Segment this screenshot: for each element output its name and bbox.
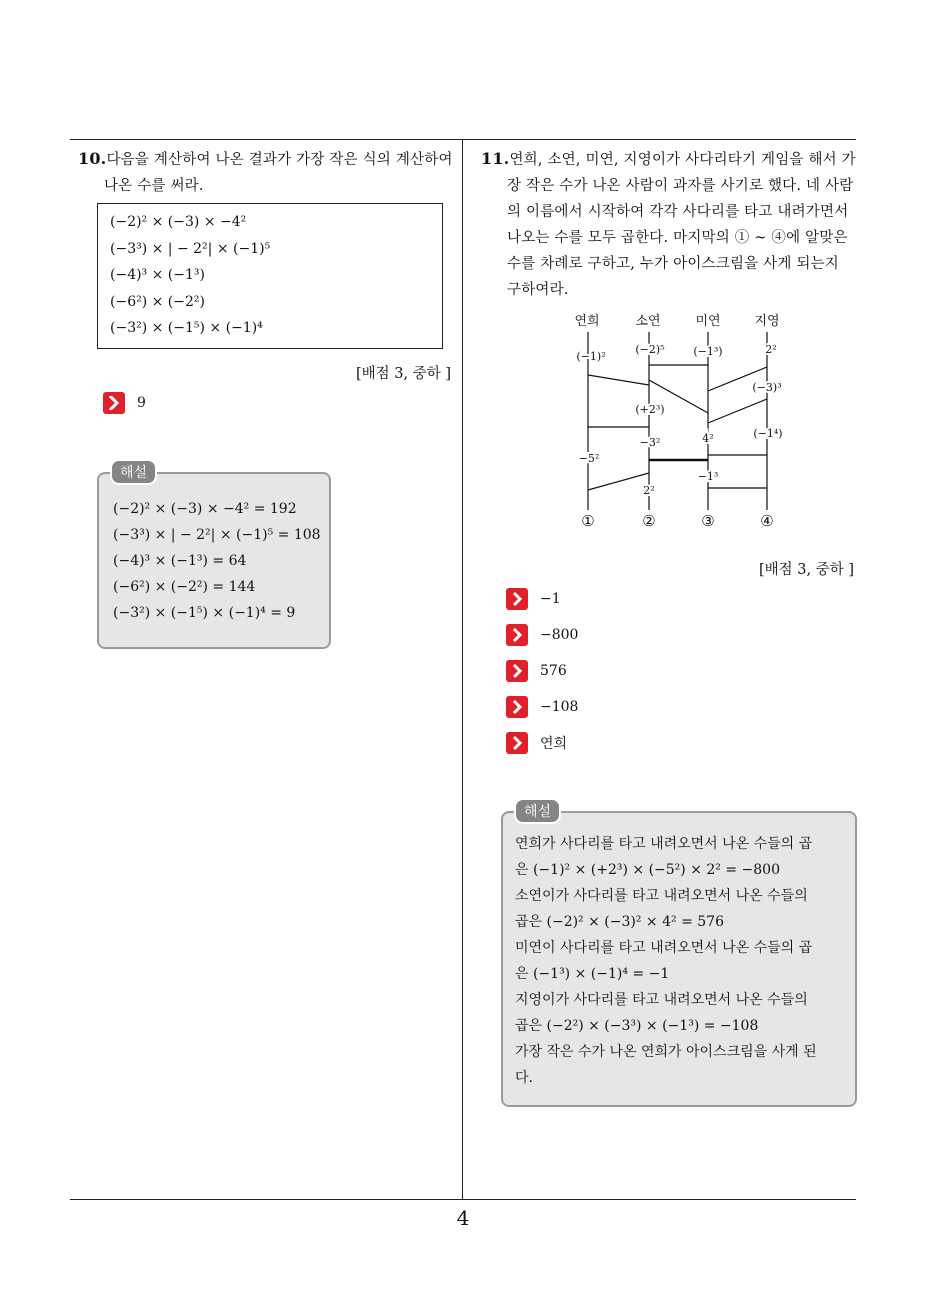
answer-text: −108 (540, 699, 579, 715)
ladder-value: (−1³) (693, 345, 723, 358)
chevron-right-icon (103, 392, 125, 414)
question-text-line: 장 작은 수가 나온 사람이 과자를 사기로 했다. 네 사람 (507, 178, 854, 194)
answer-item (506, 660, 567, 682)
explanation-box (501, 811, 857, 1107)
answer-item (506, 588, 561, 610)
ladder-value: −3² (639, 436, 661, 449)
ladder-name: 미연 (695, 314, 721, 329)
question-text-line: 구하여라. (507, 282, 569, 298)
explanation-line: (−3²) × (−1⁵) × (−1)⁴ = 9 (113, 605, 296, 621)
expression: (−4)³ × (−1³) (110, 267, 205, 283)
question-text-line: 의 이름에서 시작하여 각각 사다리를 타고 내려가면서 (507, 204, 849, 220)
ladder-diagram (570, 305, 800, 535)
question-text-line: 다음을 계산하여 나온 결과가 가장 작은 식의 계산하여 (106, 152, 453, 168)
question-11 (481, 146, 861, 303)
explanation-line: (−4)³ × (−1³) = 64 (113, 553, 247, 569)
explanation-line: 지영이가 사다리를 타고 내려오면서 나온 수들의 (515, 992, 808, 1008)
explanation-line: 다. (515, 1070, 533, 1086)
question-number: 10. (78, 149, 107, 168)
ladder-name: 연희 (574, 314, 600, 329)
answer-text: 576 (540, 663, 567, 679)
expression-box (97, 203, 443, 349)
question-text-line: 연희, 소연, 미연, 지영이가 사다리타기 게임을 해서 가 (509, 152, 856, 168)
ladder-value: 2² (643, 484, 655, 497)
chevron-right-icon (506, 660, 528, 682)
answer-text: −1 (540, 591, 561, 607)
chevron-right-icon (506, 624, 528, 646)
answer-item (506, 732, 567, 754)
explanation-line: 은 (−1)² × (+2³) × (−5²) × 2² = −800 (515, 862, 780, 878)
ladder-value: 4² (702, 432, 714, 445)
score-label: [배점 3, 중하 ] (759, 562, 855, 578)
explanation-line: 소연이가 사다리를 타고 내려오면서 나온 수들의 (515, 888, 808, 904)
expression: (−3²) × (−1⁵) × (−1)⁴ (110, 320, 263, 336)
expression: (−6²) × (−2²) (110, 293, 205, 310)
explanation-line: (−2)² × (−3) × −4² = 192 (113, 501, 297, 517)
ladder-value: −1³ (697, 470, 719, 483)
chevron-right-icon (506, 696, 528, 718)
ladder-value: (−1)² (576, 350, 606, 363)
ladder-end: ① (581, 512, 595, 530)
expression: (−2)² × (−3) × −4² (110, 214, 247, 230)
score-label: [배점 3, 중하 ] (356, 366, 452, 382)
chevron-right-icon (506, 732, 528, 754)
explanation-line: 곱은 (−2)² × (−3)² × 4² = 576 (515, 914, 724, 930)
question-text-line: 수를 차례로 구하고, 누가 아이스크림을 사게 되는지 (507, 256, 840, 272)
ladder-value: (−3)³ (752, 381, 782, 394)
ladder-end: ④ (760, 512, 774, 530)
answer-item (506, 696, 578, 718)
ladder-value: −5² (578, 452, 600, 465)
ladder-rung (588, 473, 649, 490)
ladder-value: (−1⁴) (753, 427, 783, 440)
question-text-line: 나오는 수를 모두 곱한다. 마지막의 ① ~ ④에 알맞은 (507, 230, 848, 246)
ladder-value: (−2)⁵ (635, 343, 665, 356)
ladder-value: (+2³) (635, 403, 665, 416)
explanation-line: 가장 작은 수가 나온 연희가 아이스크림을 사게 된 (515, 1044, 817, 1060)
page-number: 4 (456, 1206, 470, 1230)
explanation-box (97, 472, 331, 649)
explanation-line: (−6²) × (−2²) = 144 (113, 579, 256, 595)
answer-item (103, 392, 146, 414)
ladder-end: ② (642, 512, 656, 530)
question-10 (78, 146, 458, 199)
expression: (−3³) × | − 2²| × (−1)⁵ (110, 240, 271, 257)
explanation-line: 연희가 사다리를 타고 내려오면서 나온 수들의 곱 (515, 836, 813, 852)
chevron-right-icon (506, 588, 528, 610)
answer-text: 연희 (540, 736, 568, 752)
explanation-tag: 해설 (514, 798, 561, 824)
top-rule (70, 139, 856, 140)
answer-item (506, 624, 578, 646)
bottom-rule (70, 1199, 856, 1200)
question-number: 11. (481, 149, 510, 168)
ladder-name: 소연 (635, 314, 661, 329)
ladder-end: ③ (701, 512, 715, 530)
explanation-line: 미연이 사다리를 타고 내려오면서 나온 수들의 곱 (515, 940, 813, 956)
ladder-rung (588, 375, 649, 385)
explanation-line: (−3³) × | − 2²| × (−1)⁵ = 108 (113, 527, 321, 543)
explanation-tag: 해설 (110, 459, 157, 485)
explanation-line: 곱은 (−2²) × (−3³) × (−1³) = −108 (515, 1018, 759, 1034)
answer-text: 9 (137, 395, 146, 411)
question-text-line: 나온 수를 써라. (104, 178, 204, 194)
ladder-rung (708, 399, 767, 423)
answer-text: −800 (540, 627, 579, 643)
ladder-name: 지영 (754, 314, 780, 329)
explanation-line: 은 (−1³) × (−1)⁴ = −1 (515, 966, 670, 982)
ladder-value: 2² (765, 343, 777, 356)
column-divider (462, 139, 463, 1200)
